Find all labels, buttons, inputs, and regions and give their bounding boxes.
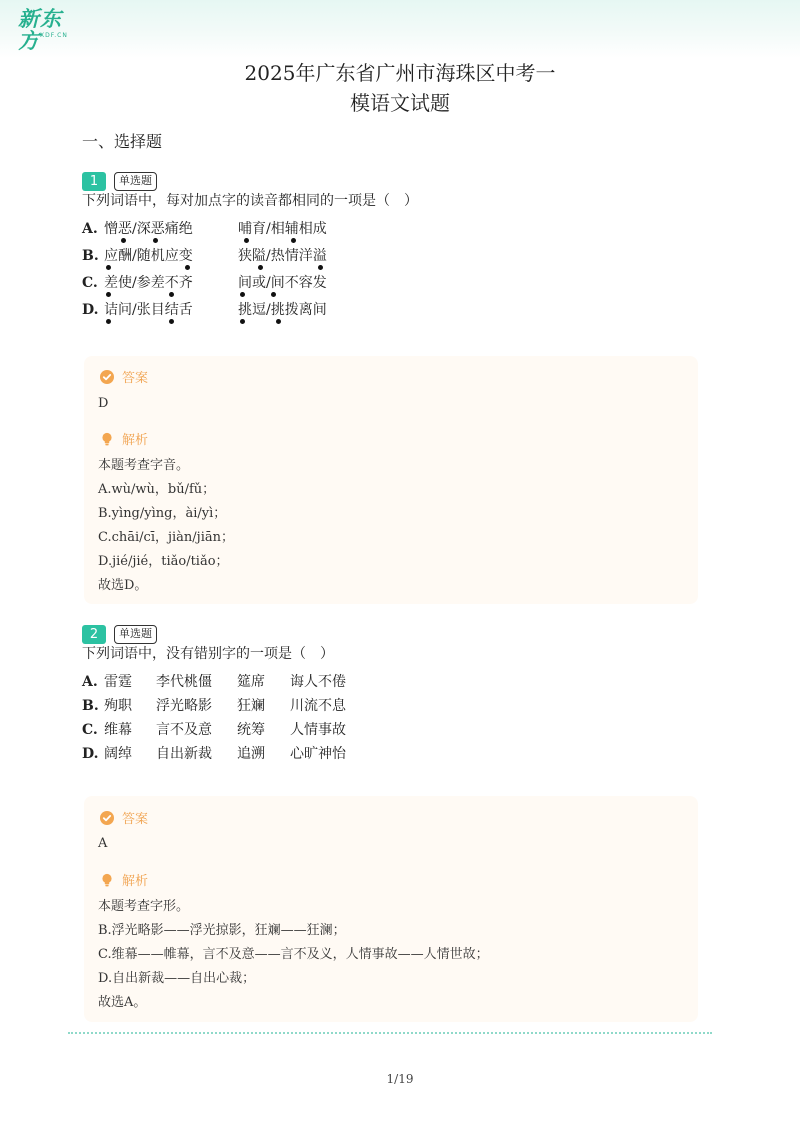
analysis-line: D.自出新裁——自出心裁； [98, 971, 256, 986]
option-label: C. [82, 722, 98, 738]
analysis-label: 解析 [122, 873, 149, 889]
emphasis-dot [240, 292, 245, 297]
question-2-stem: 下列词语中，没有错别字的一项是（ ） [82, 646, 334, 662]
option-word: 追溯 [237, 746, 265, 762]
option-word: 狂斓 [237, 698, 265, 714]
option-label: D. [82, 746, 99, 762]
answer-tag [100, 366, 148, 386]
analysis-line: 故选D。 [98, 578, 148, 593]
emphasis-dot [169, 292, 174, 297]
emphasis-dot [271, 292, 276, 297]
page-number: 1/19 [386, 1072, 414, 1086]
emphasis-dot [185, 265, 190, 270]
emphasis-dot [291, 238, 296, 243]
analysis-line: C.chāi/cī，jiàn/jiān； [98, 530, 234, 545]
logo-main-text: 新东方 [18, 7, 62, 53]
option-label: C. [82, 275, 98, 291]
emphasis-dot [106, 265, 111, 270]
lightbulb-icon [100, 431, 114, 445]
option-right-words: 间或/间不容发 [238, 275, 327, 291]
emphasis-dot [106, 319, 111, 324]
answer-card-1 [84, 356, 698, 604]
option-left-words: 差使/参差不齐 [104, 275, 193, 291]
page-title-line-2: 模语文试题 [350, 91, 450, 115]
check-circle-icon [100, 369, 114, 383]
dotted-divider [68, 1032, 712, 1034]
question-type-badge: 单选题 [114, 625, 157, 644]
option-word: 维幕 [104, 722, 132, 738]
lightbulb-icon [100, 872, 114, 886]
analysis-line: D.jié/jié，tiǎo/tiǎo； [98, 554, 229, 569]
option-word: 李代桃僵 [156, 674, 212, 690]
option-word: 统筹 [237, 722, 265, 738]
answer-label: 答案 [122, 811, 149, 827]
analysis-line: B.浮光略影——浮光掠影，狂斓——狂澜； [98, 923, 346, 938]
analysis-line: C.维幕——帷幕，言不及意——言不及义，人情事故——人情世故； [98, 947, 489, 962]
option-left-words: 诘问/张目结舌 [104, 302, 193, 318]
emphasis-dot [244, 238, 249, 243]
xdf-logo [18, 7, 80, 53]
option-label: A. [82, 221, 98, 237]
answer-label: 答案 [122, 370, 149, 386]
question-type-badge: 单选题 [114, 172, 157, 191]
option-label: D. [82, 302, 99, 318]
emphasis-dot [276, 319, 281, 324]
option-word: 浮光略影 [156, 698, 212, 714]
option-word: 言不及意 [156, 722, 212, 738]
option-word: 阔绰 [104, 746, 132, 762]
emphasis-dot [153, 238, 158, 243]
option-word: 殉职 [104, 698, 132, 714]
analysis-line: 本题考查字音。 [98, 458, 190, 473]
option-label: B. [82, 248, 99, 264]
emphasis-dot [106, 292, 111, 297]
option-right-words: 挑逗/挑拨离间 [238, 302, 327, 318]
answer-card-2 [84, 796, 698, 1022]
option-word: 自出新裁 [156, 746, 212, 762]
option-word: 筵席 [237, 674, 265, 690]
logo-sub-text: XDF.CN [40, 32, 68, 39]
question-1-header [82, 171, 157, 191]
emphasis-dot [169, 319, 174, 324]
analysis-line: A.wù/wù，bǔ/fǔ； [98, 482, 216, 497]
analysis-line: 故选A。 [98, 995, 147, 1010]
analysis-tag [100, 869, 148, 889]
question-2-header [82, 624, 157, 644]
section-heading: 一、选择题 [82, 132, 163, 151]
analysis-label: 解析 [122, 432, 149, 448]
emphasis-dot [240, 319, 245, 324]
option-word: 心旷神怡 [290, 746, 346, 762]
page-title-line-1: 2025年广东省广州市海珠区中考一 [244, 61, 556, 85]
question-number-badge: 2 [82, 625, 106, 644]
analysis-line: 本题考查字形。 [98, 899, 190, 914]
analysis-tag [100, 428, 148, 448]
option-right-words: 狭隘/热情洋溢 [238, 248, 327, 264]
answer-tag [100, 807, 148, 827]
question-number-badge: 1 [82, 172, 106, 191]
option-right-words: 哺育/相辅相成 [238, 221, 327, 237]
emphasis-dot [258, 265, 263, 270]
option-left-words: 应酬/随机应变 [104, 248, 193, 264]
option-label: B. [82, 698, 99, 714]
header-band [0, 0, 800, 58]
option-left-words: 憎恶/深恶痛绝 [104, 221, 193, 237]
emphasis-dot [121, 238, 126, 243]
check-circle-icon [100, 810, 114, 824]
option-word: 雷霆 [104, 674, 132, 690]
analysis-line: B.yìng/yìng，ài/yì； [98, 506, 227, 521]
answer-value: A [98, 836, 108, 851]
option-word: 川流不息 [290, 698, 346, 714]
question-1-stem: 下列词语中，每对加点字的读音都相同的一项是（ ） [82, 193, 418, 209]
option-word: 诲人不倦 [290, 674, 346, 690]
answer-value: D [98, 396, 109, 411]
option-word: 人情事故 [290, 722, 346, 738]
emphasis-dot [318, 265, 323, 270]
option-label: A. [82, 674, 98, 690]
